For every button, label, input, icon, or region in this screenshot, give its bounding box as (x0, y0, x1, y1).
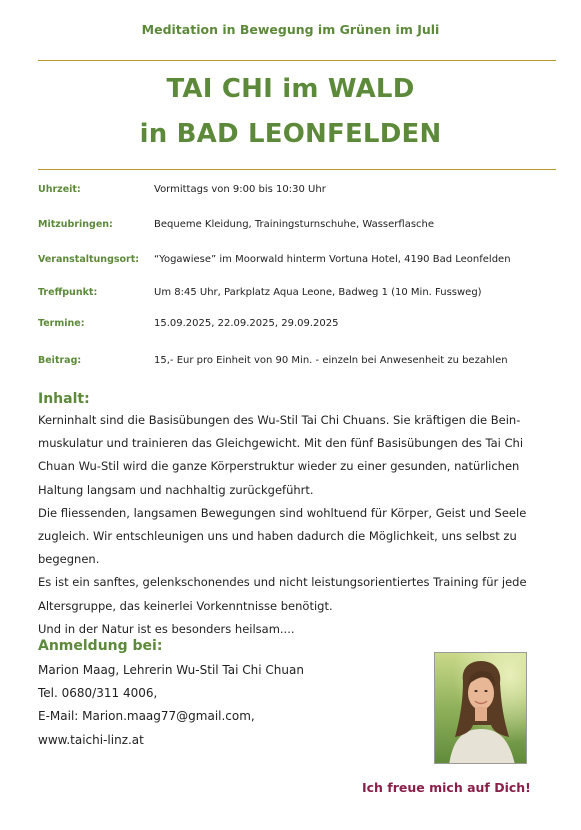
contact-name: Marion Maag, Lehrerin Wu-Stil Tai Chi Chuan (38, 663, 304, 677)
info-value-dates: 15.09.2025, 22.09.2025, 29.09.2025 (154, 318, 339, 329)
content-paragraph: Kerninhalt sind die Basisübungen des Wu-Stil Tai Chi Chuans. Sie kräftigen die Bein-muskulatur und trainieren das Gleichgewicht. Mit den fünf Basisübungen des Tai Chi Chuan Wu-Stil wird die ganze Körperstruktur wieder zu einer gesunden, natürlichen Haltung langsam und nachhaltig zurückgeführt. (38, 413, 524, 497)
content-body (38, 409, 553, 641)
info-row-fee (38, 355, 558, 371)
registration-heading: Anmeldung bei: (38, 638, 163, 654)
contact-email[interactable]: E-Mail: Marion.maag77@gmail.com, (38, 709, 255, 724)
info-label-fee: Beitrag: (38, 355, 82, 366)
content-paragraph: Die fliessenden, langsamen Bewegungen sind wohltuend für Körper, Geist und Seele zugleich. Wir entschleunigen uns und haben dadurch die Möglichkeit, uns selbst zu begegnen. (38, 505, 527, 567)
event-subtitle: Meditation in Bewegung im Grünen im Juli (141, 22, 440, 37)
contact-website-link[interactable]: www.taichi-linz.at (38, 732, 144, 747)
info-label-meeting-point: Treffpunkt: (38, 287, 98, 298)
info-value-time: Vormittags von 9:00 bis 10:30 Uhr (154, 184, 326, 195)
content-heading: Inhalt: (38, 391, 90, 407)
closing-message: Ich freue mich auf Dich! (362, 780, 531, 795)
title-divider (38, 169, 556, 170)
event-title-line2: in BAD LEONFELDEN (139, 119, 442, 149)
event-title-line1: TAI CHI im WALD (166, 74, 415, 104)
info-label-time: Uhrzeit: (38, 184, 81, 195)
instructor-photo (434, 652, 527, 764)
info-row-dates (38, 318, 558, 334)
info-value-bring: Bequeme Kleidung, Trainingsturnschuhe, Wasserflasche (154, 219, 435, 230)
content-paragraph: Und in der Natur ist es besonders heilsam.... (38, 621, 295, 636)
top-divider (38, 60, 556, 61)
content-paragraph: Es ist ein sanftes, gelenkschonendes und nicht leistungsorientiertes Training für jede Altersgruppe, das keinerlei Vorkenntnisse benötigt. (38, 575, 527, 613)
info-row-venue (38, 254, 558, 270)
contact-phone[interactable]: Tel. 0680/311 4006, (38, 686, 158, 701)
info-value-meeting-point: Um 8:45 Uhr, Parkplatz Aqua Leone, Badweg 1 (10 Min. Fussweg) (154, 287, 482, 298)
contact-block (38, 659, 304, 752)
info-label-dates: Termine: (38, 318, 85, 329)
info-row-meeting-point (38, 287, 558, 303)
info-row-time (38, 184, 558, 200)
info-value-venue: “Yogawiese” im Moorwald hinterm Vortuna Hotel, 4190 Bad Leonfelden (154, 254, 511, 265)
info-row-bring (38, 219, 558, 235)
info-value-fee: 15,- Eur pro Einheit von 90 Min. - einzeln bei Anwesenheit zu bezahlen (154, 355, 508, 366)
info-label-bring: Mitzubringen: (38, 219, 113, 230)
instructor-photo-graphic (435, 653, 527, 764)
info-label-venue: Veranstaltungsort: (38, 254, 140, 265)
